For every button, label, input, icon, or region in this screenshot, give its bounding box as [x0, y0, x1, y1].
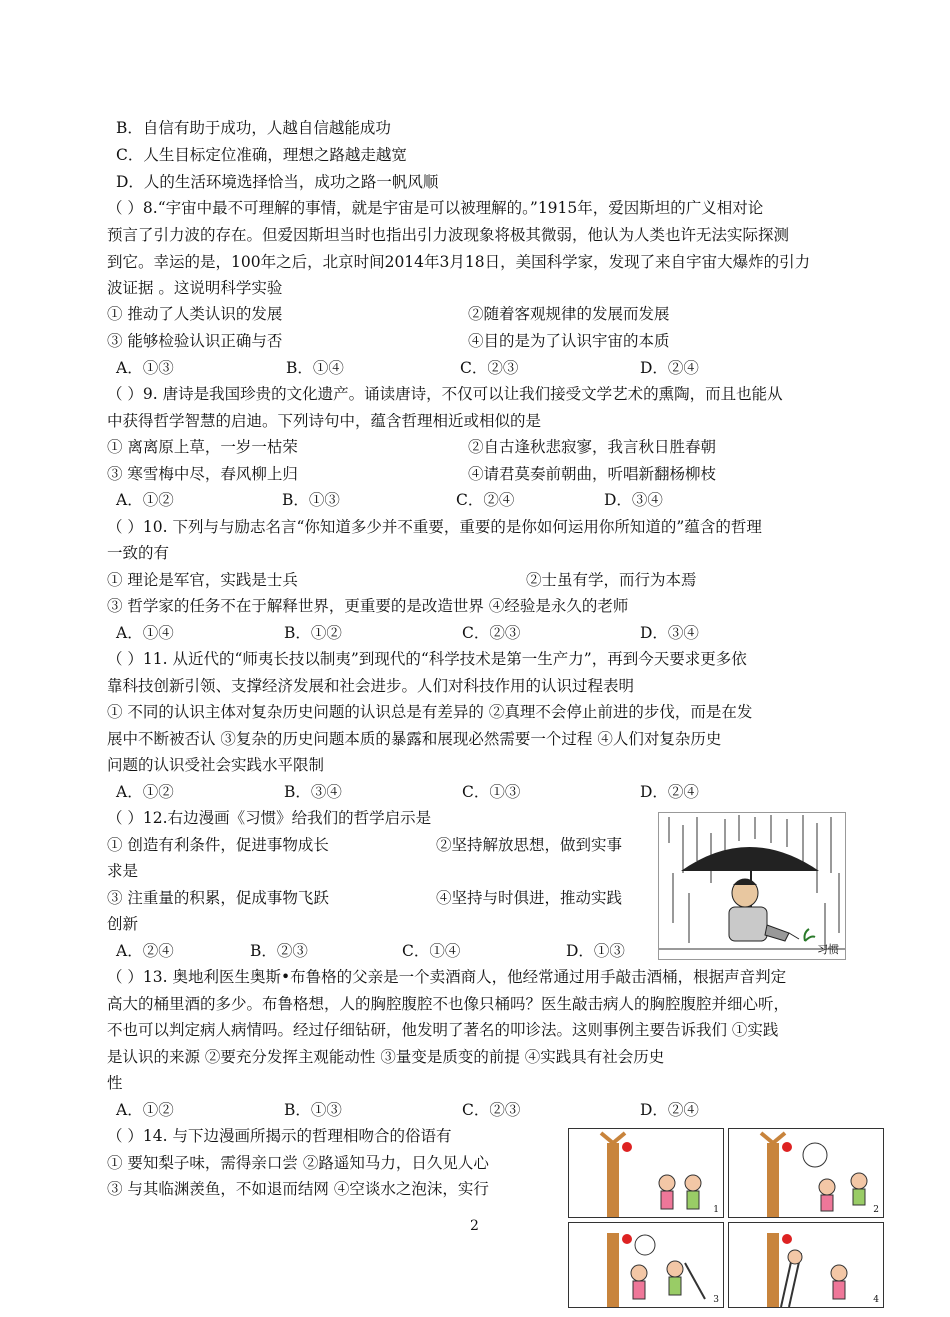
q9-stem-line1: （ ）9. 唐诗是我国珍贵的文化遗产。诵读唐诗，不仅可以让我们接受文学艺术的熏陶，而且也能从: [107, 385, 783, 403]
umbrella-rain-illustration: [659, 813, 845, 959]
q10-statement-3-4: ③ 哲学家的任务不在于解释世界，更重要的是改造世界 ④经验是永久的老师: [107, 597, 629, 615]
q8-stem-line1: （ ）8.“宇宙中最不可理解的事情，就是宇宙是可以被理解的。”1915年，爱因斯坦的广义相对论: [107, 199, 764, 217]
cartoon-panel-1: [568, 1128, 724, 1218]
q12-statement-4-cont: 创新: [107, 915, 139, 933]
q11-stem-line1: （ ）11. 从近代的“师夷长技以制夷”到现代的“科学技术是第一生产力”，再到今天要求更多依: [107, 650, 747, 668]
q12-stem: （ ）12.右边漫画《习惯》给我们的哲学启示是: [107, 809, 432, 827]
habit-cartoon: [658, 812, 846, 960]
panel-number-1: 1: [713, 1205, 719, 1215]
panel-number-3: 3: [713, 1295, 719, 1305]
q11-statements-line3: 问题的认识受社会实践水平限制: [107, 756, 325, 774]
q12-choice-c: C．①④: [402, 942, 461, 960]
q11-choice-c: C．①③: [462, 783, 521, 801]
q12-statement-2-cont: 求是: [107, 862, 139, 880]
q8-stem-line3: 到它。幸运的是，100年之后，北京时间2014年3月18日，美国科学家，发现了来自宇宙大爆炸的引力: [107, 253, 811, 271]
q9-statement-1: ① 离离原上草，一岁一枯荣: [107, 438, 298, 456]
q14-stem: （ ）14. 与下边漫画所揭示的哲理相吻合的俗语有: [107, 1127, 452, 1145]
q8-choice-a: A．①③: [116, 359, 174, 377]
q10-stem-line1: （ ）10. 下列与与励志名言“你知道多少并不重要，重要的是你如何运用你所知道的”蕴含的哲理: [107, 518, 762, 536]
q10-statement-1: ① 理论是军官，实践是士兵: [107, 571, 298, 589]
panel-number-4: 4: [873, 1295, 879, 1305]
q12-choice-b: B．②③: [250, 942, 308, 960]
q8-statement-3: ③ 能够检验认识正确与否: [107, 332, 283, 350]
q13-stem-line3: 不也可以判定病人病情吗。经过仔细钻研，他发明了著名的叩诊法。这则事例主要告诉我们 ①实践: [107, 1021, 779, 1039]
q9-choice-a: A．①②: [116, 491, 174, 509]
q13-stem-line2: 高大的桶里酒的多少。布鲁格想，人的胸腔腹腔不也像只桶吗？医生敲击病人的胸腔腹腔并细心听，: [107, 995, 790, 1013]
q12-choice-a: A．②④: [116, 942, 174, 960]
q9-statement-3: ③ 寒雪梅中尽，春风柳上归: [107, 465, 298, 483]
q11-choice-b: B．③④: [284, 783, 342, 801]
q13-choice-d: D．②④: [640, 1101, 699, 1119]
tree-thought-icon: [729, 1129, 883, 1217]
q14-statements-line2: ③ 与其临渊羡鱼，不如退而结网 ④空谈水之泡沫，实行: [107, 1180, 489, 1198]
q8-stem-line4: 波证据 。这说明科学实验: [107, 279, 283, 297]
q7-option-c: C．人生目标定位准确，理想之路越走越宽: [116, 146, 407, 164]
q10-choice-c: C．②③: [462, 624, 521, 642]
q13-stem-line1: （ ）13. 奥地利医生奥斯•布鲁格的父亲是一个卖酒商人，他经常通过用手敲击酒桶，根据声音判定: [107, 968, 787, 986]
q12-statement-4: ④坚持与时俱进，推动实践: [436, 889, 623, 907]
q7-option-b: B．自信有助于成功，人越自信越能成功: [116, 119, 391, 137]
q13-choice-a: A．①②: [116, 1101, 174, 1119]
q11-choice-d: D．②④: [640, 783, 699, 801]
q9-statement-4: ④请君莫奏前朝曲，听唱新翻杨柳枝: [468, 465, 717, 483]
q7-option-d: D．人的生活环境选择恰当，成功之路一帆风顺: [116, 173, 439, 191]
cartoon-panel-4: [728, 1222, 884, 1308]
q13-stem-line4: 是认识的来源 ②要充分发挥主观能动性 ③量变是质变的前提 ④实践具有社会历史: [107, 1048, 665, 1066]
q11-statements-line2: 展中不断被否认 ③复杂的历史问题本质的暴露和展现必然需要一个过程 ④人们对复杂历史: [107, 730, 722, 748]
q9-statement-2: ②自古逢秋悲寂寥，我言秋日胜春朝: [468, 438, 717, 456]
panel-number-2: 2: [873, 1205, 879, 1215]
q8-statement-1: ① 推动了人类认识的发展: [107, 305, 283, 323]
cartoon-panel-2: [728, 1128, 884, 1218]
q8-choice-b: B．①④: [286, 359, 344, 377]
q10-statement-2: ②士虽有学，而行为本焉: [526, 571, 697, 589]
tree-ladder-icon: [569, 1223, 723, 1307]
q12-statement-2: ②坚持解放思想，做到实事: [436, 836, 623, 854]
q14-statements-line1: ① 要知梨子味，需得亲口尝 ②路遥知马力，日久见人心: [107, 1154, 489, 1172]
q13-choice-b: B．①③: [284, 1101, 342, 1119]
q8-stem-line2: 预言了引力波的存在。但爱因斯坦当时也指出引力波现象将极其微弱，他认为人类也许无法实际探测: [107, 226, 790, 244]
q12-statement-1: ① 创造有利条件，促进事物成长: [107, 836, 329, 854]
tree-climb-icon: [729, 1223, 883, 1307]
q10-choice-a: A．①④: [116, 624, 174, 642]
q10-choice-b: B．①②: [284, 624, 342, 642]
q12-choice-d: D．①③: [566, 942, 625, 960]
q8-choice-d: D．②④: [640, 359, 699, 377]
q8-statement-4: ④目的是为了认识宇宙的本质: [468, 332, 670, 350]
q13-choice-c: C．②③: [462, 1101, 521, 1119]
cartoon-panel-3: [568, 1222, 724, 1308]
page-number: 2: [470, 1218, 479, 1234]
q10-stem-line2: 一致的有: [107, 544, 170, 562]
q9-stem-line2: 中获得哲学智慧的启迪。下列诗句中，蕴含哲理相近或相似的是: [107, 412, 542, 430]
q8-statement-2: ②随着客观规律的发展而发展: [468, 305, 670, 323]
q11-stem-line2: 靠科技创新引领、支撑经济发展和社会进步。人们对科技作用的认识过程表明: [107, 677, 635, 695]
q9-choice-b: B．①③: [282, 491, 340, 509]
q10-choice-d: D．③④: [640, 624, 699, 642]
q8-choice-c: C．②③: [460, 359, 519, 377]
q11-choice-a: A．①②: [116, 783, 174, 801]
q9-choice-d: D．③④: [604, 491, 663, 509]
tree-fruit-icon: [569, 1129, 723, 1217]
cartoon-caption: 习惯: [817, 943, 839, 956]
q9-choice-c: C．②④: [456, 491, 515, 509]
q12-statement-3: ③ 注重量的积累，促成事物飞跃: [107, 889, 329, 907]
q13-stem-line5: 性: [107, 1074, 123, 1092]
q11-statements-line1: ① 不同的认识主体对复杂历史问题的认识总是有差异的 ②真理不会停止前进的步伐，而是在发: [107, 703, 753, 721]
